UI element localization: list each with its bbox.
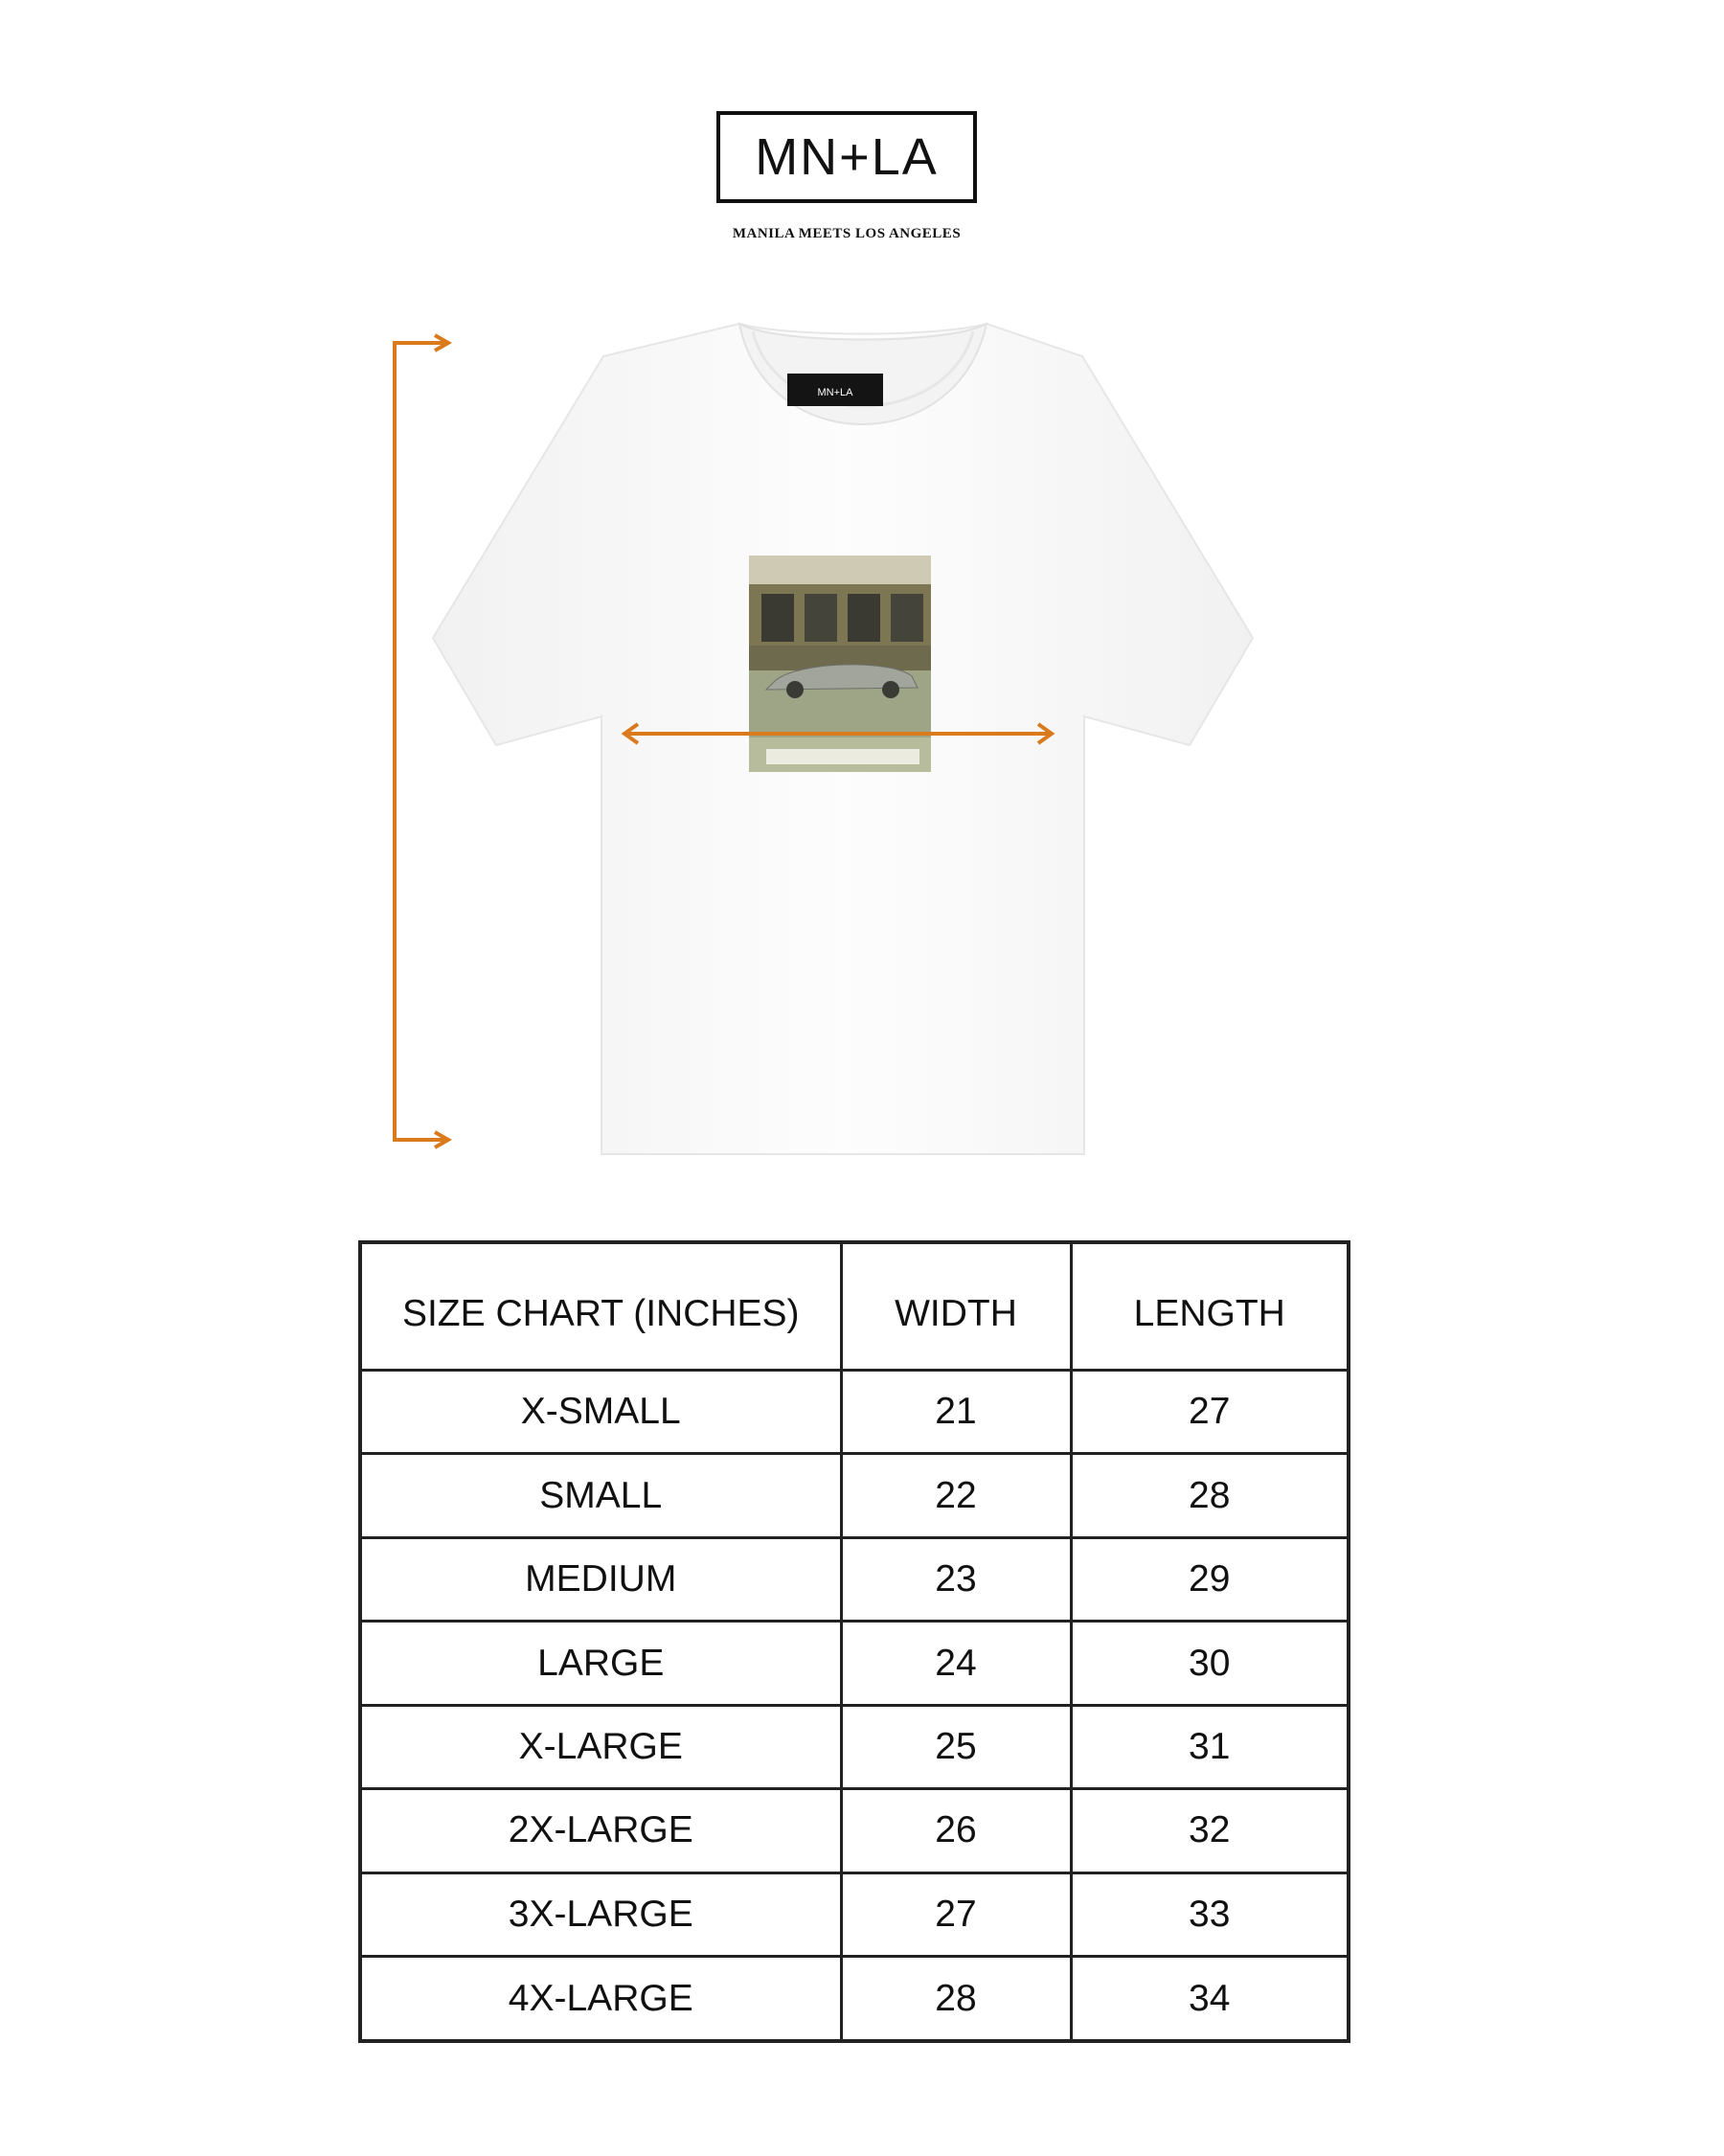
length-cell: 32	[1071, 1789, 1349, 1872]
size-chart-table	[358, 1240, 1350, 2043]
width-cell: 24	[841, 1622, 1071, 1705]
neck-label-text: MN+LA	[817, 387, 853, 398]
length-cell: 28	[1071, 1454, 1349, 1537]
size-cell: X-SMALL	[360, 1371, 841, 1454]
table-row	[360, 1957, 1349, 2041]
table-row	[360, 1622, 1349, 1705]
length-cell: 34	[1071, 1957, 1349, 2041]
neck-label	[787, 374, 883, 406]
size-cell: X-LARGE	[360, 1705, 841, 1788]
logo-text: MN+LA	[755, 128, 939, 186]
size-cell: LARGE	[360, 1622, 841, 1705]
size-cell: 4X-LARGE	[360, 1957, 841, 2041]
width-cell: 27	[841, 1872, 1071, 1956]
table-row	[360, 1705, 1349, 1788]
size-cell: MEDIUM	[360, 1537, 841, 1621]
printed-photo-graphic	[749, 556, 931, 772]
size-chart-header-row	[360, 1242, 1349, 1371]
width-cell: 21	[841, 1371, 1071, 1454]
header-size: SIZE CHART (INCHES)	[360, 1242, 841, 1371]
table-row	[360, 1454, 1349, 1537]
header-length: LENGTH	[1071, 1242, 1349, 1371]
width-cell: 26	[841, 1789, 1071, 1872]
length-cell: 31	[1071, 1705, 1349, 1788]
size-cell: 2X-LARGE	[360, 1789, 841, 1872]
table-row	[360, 1371, 1349, 1454]
table-row	[360, 1537, 1349, 1621]
width-cell: 25	[841, 1705, 1071, 1788]
size-cell: 3X-LARGE	[360, 1872, 841, 1956]
width-cell: 28	[841, 1957, 1071, 2041]
size-cell: SMALL	[360, 1454, 841, 1537]
width-cell: 23	[841, 1537, 1071, 1621]
width-cell: 22	[841, 1454, 1071, 1537]
length-arrow	[395, 335, 448, 1147]
brand-tagline: MANILA MEETS LOS ANGELES	[732, 226, 962, 241]
table-row	[360, 1872, 1349, 1956]
length-cell: 29	[1071, 1537, 1349, 1621]
length-cell: 27	[1071, 1371, 1349, 1454]
length-cell: 30	[1071, 1622, 1349, 1705]
header-width: WIDTH	[841, 1242, 1071, 1371]
table-row	[360, 1789, 1349, 1872]
length-cell: 33	[1071, 1872, 1349, 1956]
